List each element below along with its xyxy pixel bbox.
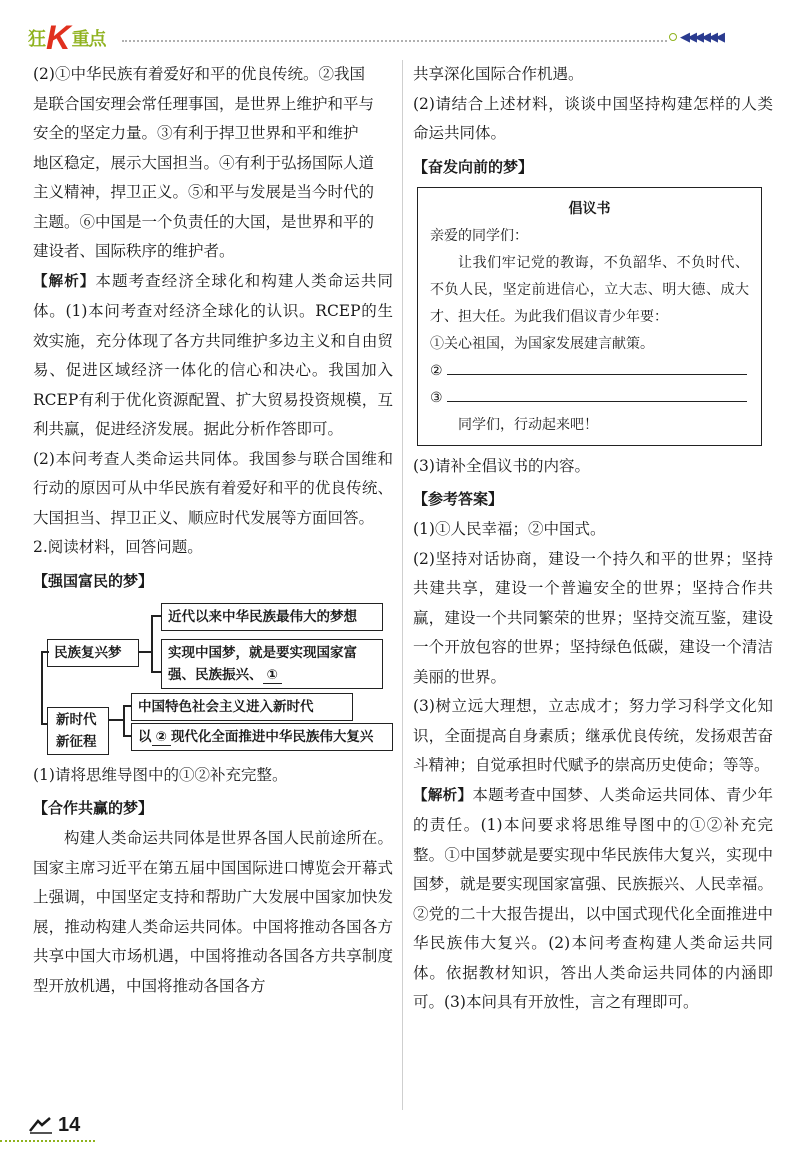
section-heading-strong-nation: 【强国富民的梦】 [33, 571, 154, 590]
answer-line: 主题。⑥中国是一个负责任的大国，是世界和平的 [33, 212, 375, 231]
mm-leaf-greatest-dream [161, 603, 383, 631]
analysis-text: 本题考查经济全球化和构建人类命运共同体。(1)本问考查对经济全球化的认识。RCEP的生效实施，充分体现了各方共同维护多边主义和自由贸易、促进区域经济一体化的信心和决心。我国加入RCEP有利于优化资源配置、扩大贸易投资规模，互利共赢，促进经济发展。据此分析作答即可。 [33, 271, 393, 438]
question-2-1: (1)请将思维导图中的①②补充完整。 [33, 765, 288, 784]
answer-heading: 【参考答案】 [413, 490, 504, 508]
answer-2-block [33, 60, 393, 267]
mm-leaf-china-dream-text: 强、民族振兴、 [168, 666, 263, 683]
proposal-blank-3[interactable] [447, 389, 747, 402]
question-2-3: (3)请补全倡议书的内容。 [413, 456, 590, 475]
analysis-paragraph [33, 267, 393, 445]
mm-connector [139, 651, 151, 653]
proposal-item-3-num: ③ [430, 389, 443, 406]
material-continued: 共享深化国际合作机遇。 [413, 65, 584, 83]
mm-connector [123, 735, 131, 737]
analysis-paragraph-2: (2)本问考查人类命运共同体。我国参与联合国维和行动的原因可从中华民族有着爱好和平的优良传统、大国担当、捍卫正义、顺应时代发展等方面回答。 [33, 449, 393, 527]
question-2: 2.阅读材料，回答问题。 [33, 538, 203, 556]
footer-runner-icon [28, 1115, 54, 1135]
answer-3: (3)树立远大理想，立志成才；努力学习科学文化知识，全面提高自身素质；继承优良传统，发扬艰苦奋斗精神；自觉承担时代赋予的崇高历史使命；等等。 [413, 697, 773, 774]
mm-root-new-era-line2: 新征程 [56, 733, 97, 750]
mm-root-new-era [47, 707, 109, 755]
proposal-blank-2[interactable] [447, 362, 747, 375]
proposal-greeting: 亲爱的同学们： [430, 227, 528, 244]
answer-line: 安全的坚定力量。③有利于捍卫世界和平和维护 [33, 124, 359, 142]
mm-leaf-new-era [131, 693, 353, 721]
mm-leaf-new-era-label: 中国特色社会主义进入新时代 [138, 698, 314, 715]
brand-logo [28, 20, 106, 56]
mm-connector [151, 615, 161, 617]
mm-connector [151, 615, 153, 671]
proposal-item-2-num: ② [430, 362, 443, 379]
proposal-body: 让我们牢记党的教诲，不负韶华、不负时代、不负人民，坚定前进信心，立大志、明大德、成大才、担大任。为此我们倡议青少年要： [430, 254, 749, 325]
page-header [0, 0, 800, 60]
mm-leaf-greatest-dream-label: 近代以来中华民族最伟大的梦想 [168, 608, 357, 625]
mm-leaf-china-dream-line1: 实现中国梦，就是要实现国家富 [168, 644, 357, 661]
analysis-paragraph-right [413, 781, 773, 1018]
mm-root-new-era-line1: 新时代 [56, 711, 97, 728]
answer-line: 地区稳定，展示大国担当。④有利于弘扬国际人道 [33, 153, 375, 172]
answer-line: 建设者、国际秩序的维护者。 [33, 242, 235, 260]
analysis-tag: 【解析】 [33, 273, 96, 290]
mm-leaf-modernization-pre: 以 [138, 728, 152, 745]
left-column [33, 60, 393, 1001]
mm-connector [109, 719, 123, 721]
mm-leaf-modernization [131, 723, 393, 751]
section-heading-win-win: 【合作共赢的梦】 [33, 799, 154, 817]
mm-connector [123, 705, 125, 735]
proposal-item-2 [430, 358, 749, 385]
proposal-closing: 同学们，行动起来吧！ [458, 416, 598, 433]
header-dotted-rule [122, 40, 667, 42]
mm-leaf-china-dream [161, 639, 383, 689]
answer-1: (1)①人民幸福；②中国式。 [413, 520, 606, 538]
column-divider [402, 60, 403, 1110]
answer-2: (2)坚持对话协商，建设一个持久和平的世界；坚持共建共享，建设一个普遍安全的世界；坚持合作共赢，建设一个共同繁荣的世界；坚持交流互鉴，建设一个开放包容的世界；坚持绿色低碳，建设一个清洁美丽的世界。 [413, 549, 773, 686]
answer-line: 是联合国安理会常任理事国，是世界上维护和平与 [33, 94, 375, 113]
page-footer [28, 1110, 88, 1140]
mm-blank-2: ② [152, 729, 171, 746]
logo-suffix: 重点 [71, 29, 106, 49]
right-column [413, 60, 773, 1018]
answer-line: (2)①中华民族有着爱好和平的优良传统。②我国 [33, 65, 365, 83]
proposal-item-3 [430, 385, 749, 412]
header-circle-icon [669, 33, 677, 41]
section-heading-striving: 【奋发向前的梦】 [413, 157, 534, 176]
mm-blank-1: ① [263, 667, 282, 684]
header-arrows-icon: ◀◀◀◀◀◀ [680, 30, 722, 45]
proposal-item-1: ①关心祖国，为国家发展建言献策。 [430, 335, 654, 352]
proposal-box [417, 187, 762, 446]
page-number: 14 [58, 1113, 81, 1136]
mm-connector [41, 651, 43, 723]
analysis-text-right: 本题考查中国梦、人类命运共同体、青少年的责任。(1)本问要求将思维导图中的①②补充完整。①中国梦就是要实现中华民族伟大复兴，实现中国梦，就是要实现国家富强、民族振兴、人民幸福。②党的二十大报告提出，以中国式现代化全面推进中华民族伟大复兴。(2)本问考查构建人类命运共同体。依据教材知识，答出人类命运共同体的内涵即可。(3)本问具有开放性，言之有理即可。 [413, 785, 774, 1011]
mm-leaf-modernization-post: 现代化全面推进中华民族伟大复兴 [170, 728, 374, 745]
mm-connector [41, 651, 49, 653]
mm-connector [151, 671, 161, 673]
footer-dotted-rule [0, 1140, 95, 1142]
answer-line: 主义精神，捍卫正义。⑤和平与发展是当今时代的 [33, 183, 375, 201]
proposal-title: 倡议书 [568, 200, 611, 217]
mm-root-revival [47, 639, 139, 667]
mm-connector [123, 705, 131, 707]
analysis-tag-right: 【解析】 [413, 787, 473, 804]
logo-k: K [46, 19, 71, 57]
question-2-2: (2)请结合上述材料，谈谈中国坚持构建怎样的人类命运共同体。 [413, 94, 773, 142]
mm-root-revival-label: 民族复兴梦 [54, 644, 122, 661]
logo-prefix: 狂 [28, 29, 45, 49]
material-paragraph: 构建人类命运共同体是世界各国人民前途所在。国家主席习近平在第五届中国国际进口博览会开幕式上强调，中国坚定支持和帮助广大发展中国家加快发展，推动构建人类命运共同体。中国将推动各国各方共享中国大市场机遇，中国将推动各国各方共享制度型开放机遇，中国将推动各国各方 [33, 829, 393, 995]
mm-leaf-china-dream-line2 [168, 664, 376, 686]
